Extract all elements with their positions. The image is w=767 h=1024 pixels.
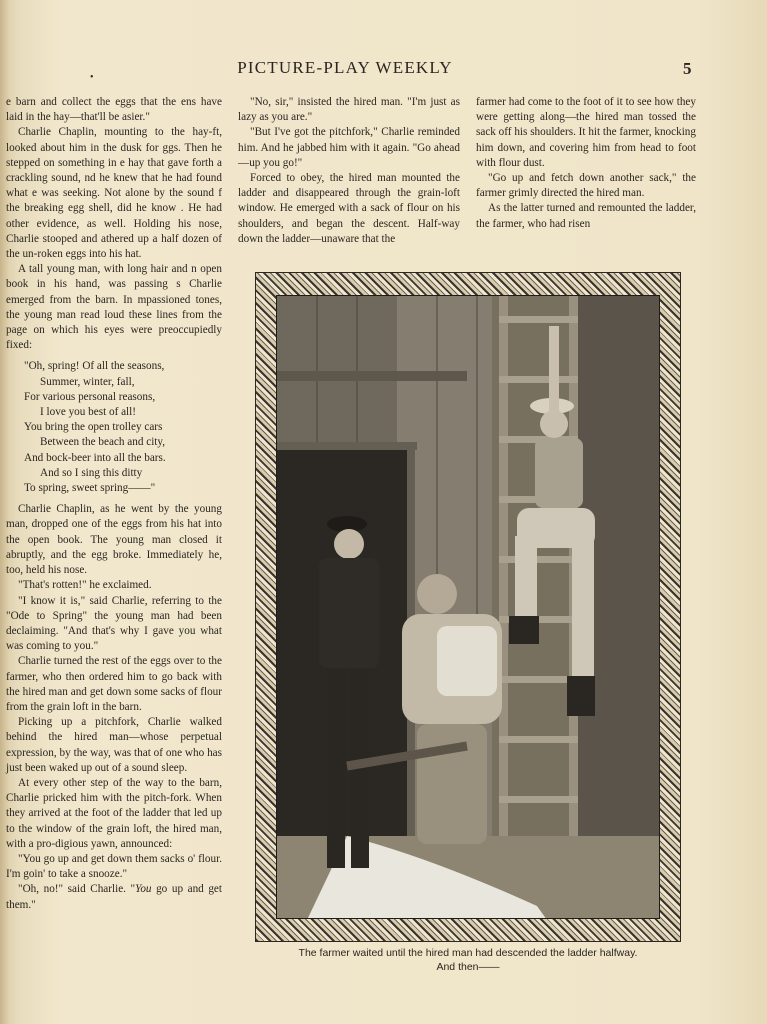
paragraph: "That's rotten!" he exclaimed. xyxy=(18,579,152,592)
poem-line: I love you best of all! xyxy=(40,406,137,419)
photo-caption xyxy=(258,946,678,974)
caption-line: And then—— xyxy=(436,961,500,973)
photo xyxy=(276,295,660,919)
caption-line: The farmer waited until the hired man had descended the ladder halfway. xyxy=(298,947,638,959)
paragraph: "I know it is," said Charlie, referring to the "Ode to Spring" the young man had been declaiming. "And that's why I gave you what was coming to you." xyxy=(6,594,222,653)
poem-line: Between the beach and city, xyxy=(40,436,166,449)
left-column xyxy=(6,95,222,913)
poem-line: For various personal reasons, xyxy=(24,390,156,403)
right-column xyxy=(476,95,696,232)
paragraph xyxy=(6,882,222,912)
poem-line: You bring the open trolley cars xyxy=(24,421,163,434)
header-dot: • xyxy=(90,72,94,83)
middle-column xyxy=(238,95,460,247)
poem-line: And bock-beer into all the bars. xyxy=(24,451,166,464)
paragraph: "But I've got the pitchfork," Charlie reminded him. And he jabbed him with it again. "Go ahead—up you go!" xyxy=(238,126,460,169)
text-run: go up and get them." xyxy=(6,883,222,911)
text-run: "Oh, no!" said Charlie. " xyxy=(18,883,136,896)
poem-line: And so I sing this ditty xyxy=(40,466,143,479)
paragraph: Charlie Chaplin, as he went by the young man, dropped one of the eggs from his hat into the open book. The young man closed it abruptly, and the egg broke. Immediately he, too, held his nose. xyxy=(6,503,222,577)
paragraph: Forced to obey, the hired man mounted the ladder and disappeared through the grain-loft window. He emerged with a sack of flour on his shoulders, and began the descent. Half-way down the ladder—unaware that the xyxy=(238,172,460,245)
paragraph: A tall young man, with long hair and n open book in his hand, was passing s Charlie emerged from the barn. In mpassioned tones, the young man read loud these lines from the page on which his eyes were preoccupiedly fixed: xyxy=(6,263,222,352)
paragraph: "You go up and get down them sacks o' flour. I'm goin' to take a snooze." xyxy=(6,852,222,881)
paragraph: e barn and collect the eggs that the ens have laid in the hay—that'll be asier." xyxy=(6,96,222,124)
poem-line: To spring, sweet spring——" xyxy=(24,482,156,495)
photo-frame xyxy=(255,272,681,942)
paragraph: Picking up a pitchfork, Charlie walked behind the hired man—whose perpetual expression, by the way, was that of one who has just been waked up out of a sound sleep. xyxy=(6,716,222,774)
emphasis: You xyxy=(135,883,152,896)
poem xyxy=(24,359,222,496)
page-number: 5 xyxy=(683,59,692,78)
paragraph: Charlie turned the rest of the eggs over to the farmer, who then ordered him to go back with the hired man and get down some sacks of flour from the grain loft in the barn. xyxy=(6,655,222,713)
poem-line: "Oh, spring! Of all the seasons, xyxy=(24,360,165,373)
paragraph: "No, sir," insisted the hired man. "I'm just as lazy as you are." xyxy=(238,96,460,124)
paragraph: At every other step of the way to the barn, Charlie pricked him with the pitch-fork. When they arrived at the foot of the ladder that led up to the window of the grain loft, the hired man, with a pro-digious yawn, announced: xyxy=(6,776,222,850)
paragraph: As the latter turned and remounted the ladder, the farmer, who had risen xyxy=(476,202,696,230)
running-head: PICTURE-PLAY WEEKLY xyxy=(237,58,453,77)
paragraph: Charlie Chaplin, mounting to the hay-ft, looked about him in the dusk for ggs. Then he stepped on something in e hay that gave forth a crackling sound, nd he knew that he had found what e was seeking. Not alone by the sound f the breaking egg shell, did he know . He had other evidence, as well. Holding his nose, Charlie stooped and athered up a half dozen of the un-roken eggs into his hat. xyxy=(6,126,222,261)
paragraph: "Go up and fetch down another sack," the farmer grimly directed the hired man. xyxy=(476,172,696,200)
paragraph: farmer had come to the foot of it to see how they were getting along—the hired man tossed the sack off his shoulders. It hit the farmer, knocking him down, and covering him from head to foot with flour dust. xyxy=(476,96,696,169)
photo-illustration xyxy=(277,296,660,919)
poem-line: Summer, winter, fall, xyxy=(40,375,135,388)
